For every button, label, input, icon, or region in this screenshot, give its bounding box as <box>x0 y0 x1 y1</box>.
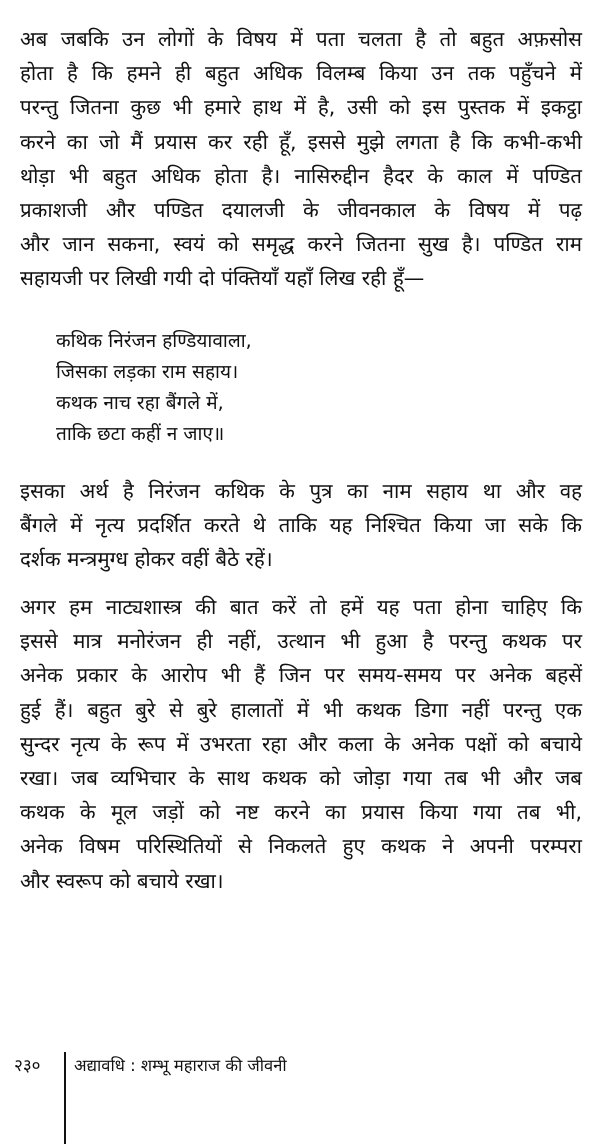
text-line: हुई हैं। बहुत बुरे से बुरे हालातों में भी कथक डिगा नहीं परन्तु एक <box>20 697 582 722</box>
text-line: करने का जो मैं प्रयास कर रही हूँ, इससे मुझे लगता है कि कभी-कभी <box>20 129 582 154</box>
text-line: अनेक विषम परिस्थितियों से निकलते हुए कथक ने अपनी परम्परा <box>20 834 582 859</box>
paragraph-natyashastra <box>20 590 582 898</box>
text-line: और जान सकना, स्वयं को समृद्ध करने जितना सुख है। पण्डित राम <box>20 232 582 257</box>
text-line: होता है कि हमने ही बहुत अधिक विलम्ब किया उन तक पहुँचने में <box>20 61 582 86</box>
verse-line: कथिक निरंजन हण्डियावाला, <box>56 330 252 352</box>
text-line: प्रकाशजी और पण्डित दयालजी के जीवनकाल के विषय में पढ़ <box>20 198 582 223</box>
text-line: कथक के मूल जड़ों को नष्ट करने का प्रयास किया गया तब भी, <box>20 800 582 825</box>
verse-line: कथक नाच रहा बैंगले में, <box>56 392 224 414</box>
text-line: दर्शक मन्त्रमुग्ध होकर वहीं बैठे रहें। <box>20 547 273 572</box>
text-line: रखा। जब व्यभिचार के साथ कथक को जोड़ा गया तब भी और जब <box>20 766 582 791</box>
verse-block <box>56 326 556 450</box>
text-line: सहायजी पर लिखी गयी दो पंक्तियाँ यहाँ लिख रही हूँ— <box>20 266 425 291</box>
text-line: सुन्दर नृत्य के रूप में उभरता रहा और कला के अनेक पक्षों को बचाये <box>20 731 582 756</box>
paragraph-intro <box>20 22 582 296</box>
text-line: और स्वरूप को बचाये रखा। <box>20 868 224 893</box>
text-line: इसका अर्थ है निरंजन कथिक के पुत्र का नाम सहाय था और वह <box>20 479 582 503</box>
text-line: अनेक प्रकार के आरोप भी हैं जिन पर समय-समय पर अनेक बहसें <box>20 663 582 688</box>
text-line: थोड़ा भी बहुत अधिक होता है। नासिरुद्दीन हैदर के काल में पण्डित <box>20 163 582 188</box>
verse-line: ताकि छटा कहीं न जाए॥ <box>56 423 225 445</box>
page-footer <box>14 1052 594 1144</box>
paragraph-meaning <box>20 474 582 577</box>
text-line: इससे मात्र मनोरंजन ही नहीं, उत्थान भी हुआ है परन्तु कथक पर <box>20 629 582 654</box>
text-line: बैंगले में नृत्य प्रदर्शित करते थे ताकि यह निश्चित किया जा सके कि <box>20 513 582 538</box>
text-line: परन्तु जितना कुछ भी हमारे हाथ में है, उसी को इस पुस्तक में इकट्ठा <box>20 95 582 120</box>
verse-line: जिसका लड़का राम सहाय। <box>56 361 239 383</box>
text-line: अब जबकि उन लोगों के विषय में पता चलता है तो बहुत अफ़सोस <box>20 27 582 51</box>
text-line: अगर हम नाट्यशास्त्र की बात करें तो हमें यह पता होना चाहिए कि <box>20 595 582 619</box>
footer-divider <box>64 1052 66 1144</box>
running-title: अद्यावधि : शम्भू महाराज की जीवनी <box>74 1056 287 1075</box>
page-number: २३० <box>14 1056 41 1076</box>
